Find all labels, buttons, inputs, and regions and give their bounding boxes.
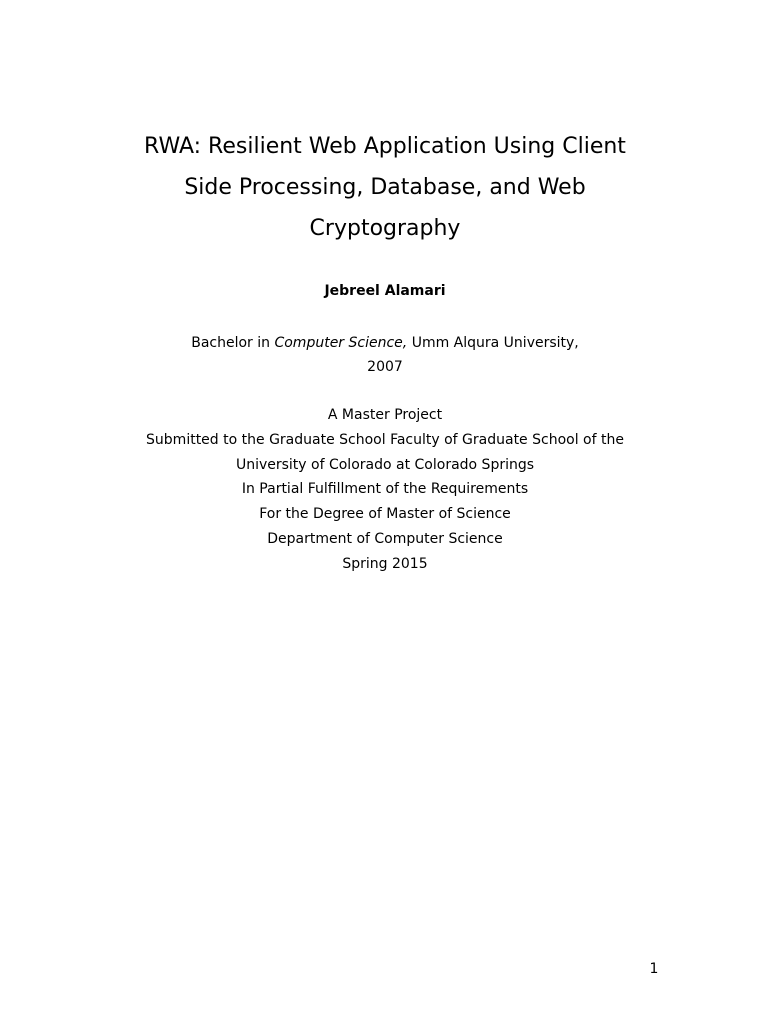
title-line: Cryptography [309,216,461,241]
submission-line: Spring 2015 [342,555,428,572]
submission-line: Submitted to the Graduate School Faculty of Graduate School of the [146,431,624,448]
degree-line [110,331,660,355]
document-title [110,126,660,249]
author-name: Jebreel Alamari [324,283,446,299]
submission-line: In Partial Fulfillment of the Requirements [241,481,529,498]
submission-line: For the Degree of Master of Science [259,506,511,523]
prior-degree [110,331,660,379]
degree-field: Computer Science, [274,335,408,351]
submission-line: University of Colorado at Colorado Springs [235,456,535,473]
page-number: 1 [649,961,659,977]
degree-institution: Umm Alqura University, [407,335,579,351]
title-line: RWA: Resilient Web Application Using Client [144,134,626,159]
title-line: Side Processing, Database, and Web [184,175,586,200]
degree-prefix: Bachelor in [191,335,275,351]
submission-line: A Master Project [327,407,443,423]
degree-year: 2007 [367,359,403,375]
submission-statement [110,403,660,577]
submission-line: Department of Computer Science [267,530,503,547]
